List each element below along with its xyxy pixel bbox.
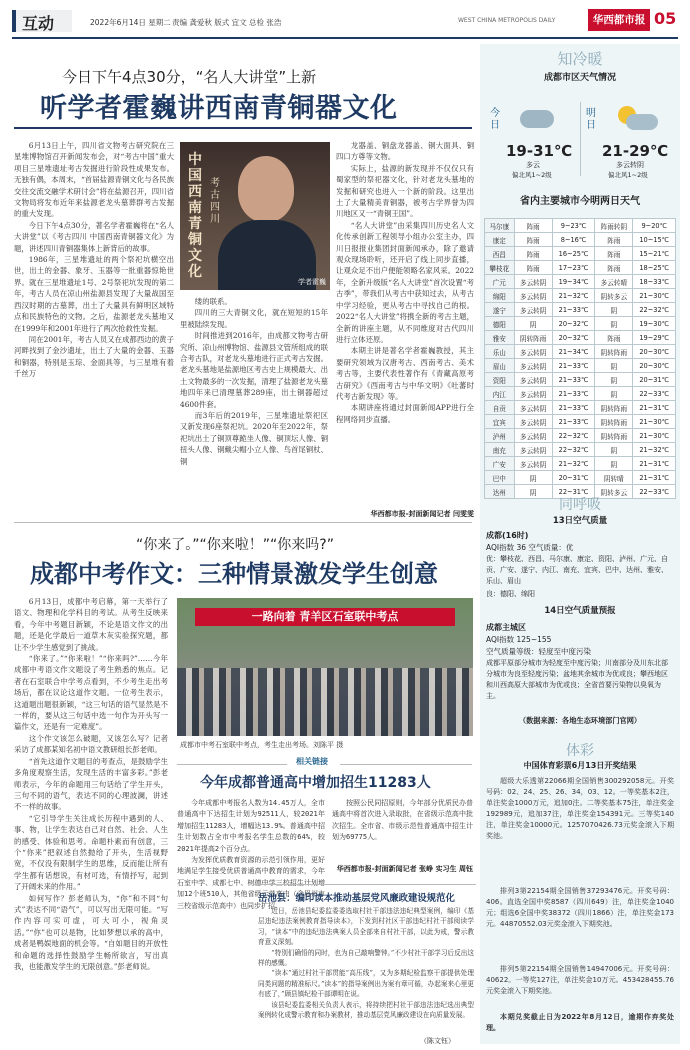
city-weather-row bbox=[485, 457, 676, 471]
city-name-cell: 南充 bbox=[485, 443, 515, 457]
paragraph: 本期兑奖截止日为2022年8月12日，逾期作弃奖处理。 bbox=[486, 1013, 674, 1032]
weather-cell: 阵雨 bbox=[514, 233, 552, 247]
city-name-cell: 广安 bbox=[485, 457, 515, 471]
air-city: 成都(16时) bbox=[486, 531, 529, 540]
weather-cell: 9~20℃ bbox=[633, 219, 676, 233]
forecast-text: 成都平原部分城市为轻度至中度污染；川南部分及川东北部分城市为良至轻度污染；盆地其余城市为优或良；攀西地区和川西高原大部城市为优或良；全省首要污染物以臭氧为主。 bbox=[486, 659, 668, 700]
city-weather-row bbox=[485, 331, 676, 345]
weather-cell: 8~16℃ bbox=[552, 233, 595, 247]
city-name-cell: 遂宁 bbox=[485, 303, 515, 317]
paragraph: “特别们确悟的同时，也为自己敲响警钟。”不少村社干部学习后反出这样的感慨。 bbox=[258, 948, 474, 968]
air-section-title: 同呼吸 bbox=[559, 497, 601, 513]
weather-cell: 多云转阴 bbox=[514, 429, 552, 443]
photo-vertical-text-2: 考古四川 bbox=[210, 178, 220, 225]
city-name-cell: 德阳 bbox=[485, 317, 515, 331]
paragraph: 这个作文该怎么破题，又该怎么写？记者采访了成都某知名初中语文教研组长彭老师。 bbox=[14, 733, 168, 755]
city-name-cell: 眉山 bbox=[485, 359, 515, 373]
section-label: 互动 bbox=[22, 14, 55, 33]
weather-cell: 阴转多云 bbox=[595, 485, 633, 499]
weather-cell: 阴 bbox=[595, 457, 633, 471]
paragraph: 本期主讲是著名学者霍巍教授，其主要研究领域为汉唐考古、西南考古、美术考古等，主要代表性著作有《青藏高原考古研究》《西南考古与中华文明》《吐蕃时代考古新发现》等。 bbox=[336, 346, 474, 401]
weather-cell: 20~30℃ bbox=[633, 359, 676, 373]
weather-cell: 多云转阴 bbox=[514, 289, 552, 303]
weather-today-wind: 偏北风1~2级 bbox=[512, 171, 552, 179]
paragraph: “读本”通过村社干部贯能“高压线”，又为多期纪检监察干部提供处理同类问题的精准标尺。”读本”的指导案例出为案有章可循，办起案来心里更有底了，”顾县镇纪检干部谭明在说。 bbox=[258, 969, 474, 999]
city-weather-row bbox=[485, 247, 676, 261]
photo-portrait bbox=[238, 156, 294, 222]
paragraph: 今年成都中考报名人数为14.45万人，全市普通高中下达招生计划为92511人，较2021年增加招生11283人，增幅达13.9%。普通高中招生计划数占全市中考报名学生总数的64%，较2021年提高2个百分点。 bbox=[177, 799, 325, 853]
city-name-cell: 宜宾 bbox=[485, 415, 515, 429]
weather-cell: 阴转晴 bbox=[595, 471, 633, 485]
air-aqi: AQI指数 36 空气质量：优 bbox=[486, 543, 574, 552]
weather-cell: 20~30℃ bbox=[633, 345, 676, 359]
city-weather-row bbox=[485, 345, 676, 359]
weather-cell: 20~31℃ bbox=[552, 471, 595, 485]
paragraph: 6月13日，成都中考启幕，第一天举行了语文、物理和化学科目的考试。从考生反映来看，今年中考题目新颖，不论是语文作文的出题，还是化学最后一道草木灰实验探究题，都让不少学生感觉到了挑战。 bbox=[14, 597, 168, 652]
forecast-source: （数据来源：各地生态环境部门官网） bbox=[518, 716, 642, 725]
weather-cell: 9~23℃ bbox=[552, 219, 595, 233]
weather-cell: 阴转多云 bbox=[595, 289, 633, 303]
exam-photo-caption: 成都市中考石室联中考点，考生走出考场。刘陈平 摄 bbox=[180, 741, 344, 749]
weather-cell: 阴 bbox=[514, 471, 552, 485]
weather-cell: 阴转阵雨 bbox=[595, 401, 633, 415]
weather-cell: 19~34℃ bbox=[552, 275, 595, 289]
city-weather-row bbox=[485, 471, 676, 485]
city-name-cell: 攀枝花 bbox=[485, 261, 515, 275]
weather-cell: 21~34℃ bbox=[552, 345, 595, 359]
article1-kicker: 今日下午4点30分，“名人大讲堂”上新 bbox=[62, 68, 317, 86]
city-weather-row bbox=[485, 275, 676, 289]
city-weather-row bbox=[485, 429, 676, 443]
city-weather-row bbox=[485, 359, 676, 373]
paragraph: 龙器盖、铜盘龙器盖、铜大面具、铜四口方尊等文物。 bbox=[336, 141, 474, 162]
weather-cell: 阵雨 bbox=[514, 247, 552, 261]
weather-subtitle: 成都市区天气情况 bbox=[543, 73, 616, 83]
city-weather-row bbox=[485, 401, 676, 415]
weather-cell: 多云转阴 bbox=[514, 275, 552, 289]
paragraph: 同在2001年，考古人员又在成都西边的黄子河畔找到了金沙遗址，出土了大量的金器、玉器和铜器，特别是玉琮、金面具等，与三星堆有着千丝万 bbox=[14, 334, 174, 379]
cities-table-wrap bbox=[484, 218, 676, 499]
city-name-cell: 乐山 bbox=[485, 345, 515, 359]
weather-cell: 阴 bbox=[595, 443, 633, 457]
paragraph: 6月13日上午，四川省文物考古研究院在三星堆博物馆召开新闻发布会，对“考古中国”重大项目三星堆遗址考古发掘进行阶段性成果发布。无独有偶，本周末，“首届盐源青铜文化与各民族交往交流交融学术研讨会”将在盐源召开，四川省文物局将发布近年来盐源老龙头墓葬群考古发掘的重大发现。 bbox=[14, 141, 174, 219]
lottery-subtitle: 中国体育彩票6月13日开奖结果 bbox=[523, 761, 637, 770]
lottery-result-2 bbox=[486, 886, 674, 962]
paragraph: 该县纪委监委相关负责人表示，将持续把村社干部违法违纪选出典型案例转化成警示教育和办案教材，推动基层党风廉政建设在向质量发展。 bbox=[258, 1000, 474, 1020]
paragraph: “你来了。”“你来啦！”“你来吗?”……今年成都中考语文作文题设了考生熟悉的焦点。记者在石室联合中学考点看到，不少考生走出考场后，都在议论这道作文题。一位考生表示，这道题出题很新颖，“这三句话的语气显然是不一样的，要从这三句话中选一句作为开头写一篇作文，还是有一定难度”。 bbox=[14, 654, 168, 732]
weather-cell: 15~21℃ bbox=[633, 247, 676, 261]
article2-headline: 成都中考作文：三种情景激发学生创意 bbox=[30, 560, 438, 588]
article1-byline: 华西都市报-封面新闻记者 闫雯雯 bbox=[370, 510, 474, 518]
weather-cell: 17~23℃ bbox=[552, 261, 595, 275]
weather-cell: 20~32℃ bbox=[552, 317, 595, 331]
weather-tomorrow-condition: 多云转阴 bbox=[616, 161, 644, 169]
paragraph: “首先这道作文题目的考查点，是鼓励学生多角度观察生活，发现生活的丰富多彩。”彭老师表示，今年的命题用三句话给了学生开头，三句不同的语气，表达不同的心理波澜，讲述不一样的故事。 bbox=[14, 756, 168, 812]
weather-cell: 22~32℃ bbox=[633, 303, 676, 317]
city-weather-row bbox=[485, 415, 676, 429]
weather-cell: 21~33℃ bbox=[552, 387, 595, 401]
weather-cell: 阴 bbox=[514, 317, 552, 331]
article1-headline: 听学者霍巍讲西南青铜器文化 bbox=[40, 93, 398, 124]
city-weather-row bbox=[485, 387, 676, 401]
weather-cell: 阵雨 bbox=[514, 219, 552, 233]
page-header bbox=[0, 0, 690, 40]
paragraph: 时间推进到2016年，由成都文物考古研究所、凉山州博物馆、盐源县文管所组成的联合考古队，对老龙头墓地进行正式考古发掘。老龙头墓地是盐源地区考古史上规模最大、出土文物最多的一次发掘，清理了盐源老龙头墓地四年来已清理墓葬289座，出土铜器超过4600件套。 bbox=[180, 331, 328, 409]
city-name-cell: 巴中 bbox=[485, 471, 515, 485]
weather-cell: 22~33℃ bbox=[633, 485, 676, 499]
city-name-cell: 广元 bbox=[485, 275, 515, 289]
tomorrow-label: 明日 bbox=[586, 108, 596, 131]
weather-cell: 多云转晴 bbox=[595, 275, 633, 289]
paragraph: 按照公民同招原则，今年部分优质民办普通高中将首次进入录取批，在省级示范高中批次招生。全市省、市级示范性普通高中招生计划为69775人。 bbox=[332, 799, 473, 842]
weather-cell: 阵雨 bbox=[595, 261, 633, 275]
city-name-cell: 绵阳 bbox=[485, 289, 515, 303]
weather-cell: 阴转阵雨 bbox=[595, 429, 633, 443]
exam-photo bbox=[177, 598, 473, 736]
article3-body bbox=[258, 906, 474, 1034]
city-name-cell: 雅安 bbox=[485, 331, 515, 345]
weather-cell: 18~25℃ bbox=[633, 261, 676, 275]
cities-table-title: 省内主要城市今明两日天气 bbox=[520, 196, 640, 207]
paragraph: 1986年，三星堆遗址的两个祭祀坑横空出世，出土的金器、象牙、玉器等一批重器惊艳世界。就在三星堆遗址1号、2号祭祀坑发现的第二年，考古人员在凉山州盐源县发现了大量战国至西汉时期的古墓葬，出土了大量具有鲜明区域特点和民族特色的文物。之后，盐源老龙头墓地又在1999年和2001年进行了两次抢救性发掘。 bbox=[14, 255, 174, 333]
air-fine-cities: 良：德阳、绵阳 bbox=[486, 590, 535, 598]
page-number: 05 bbox=[654, 9, 677, 28]
weather-cell: 21~32℃ bbox=[633, 443, 676, 457]
weather-tomorrow bbox=[586, 84, 676, 180]
section-divider bbox=[14, 522, 472, 523]
city-name-cell: 康定 bbox=[485, 233, 515, 247]
weather-cell: 多云转阴 bbox=[514, 443, 552, 457]
lottery-result-1 bbox=[486, 776, 674, 884]
forecast-city: 成都主城区 bbox=[486, 623, 526, 632]
weather-cell: 21~33℃ bbox=[552, 415, 595, 429]
weather-cell: 多云转阴 bbox=[514, 359, 552, 373]
article2-column-1 bbox=[14, 596, 168, 1036]
related-link-rule bbox=[177, 764, 287, 765]
weather-cell: 阴 bbox=[595, 303, 633, 317]
related-link-rule bbox=[340, 764, 472, 765]
paragraph: 为发挥优质教育资源的示范引领作用，更好地满足学生接受优质普通高中教育的需求，今年石室中学、成都七中、树德中学三校招生计划增加12个班510人，其他省级示范高中（含眉州市三校省级示范高中）也同步扩招。 bbox=[177, 856, 325, 910]
city-weather-row bbox=[485, 261, 676, 275]
weather-cell: 21~30℃ bbox=[633, 429, 676, 443]
forecast-level: 空气质量等级：轻度至中度污染 bbox=[486, 647, 591, 656]
article3-byline: （陈文钰） bbox=[420, 1037, 455, 1045]
weather-cell: 多云转阴 bbox=[514, 415, 552, 429]
sub-headline: 今年成都普通高中增加招生11283人 bbox=[200, 775, 431, 791]
forecast-subtitle: 14日空气质量预报 bbox=[544, 606, 616, 616]
weather-cell: 阴 bbox=[595, 387, 633, 401]
weather-cell: 阵雨 bbox=[514, 261, 552, 275]
weather-cell: 20~31℃ bbox=[633, 373, 676, 387]
city-weather-row bbox=[485, 303, 676, 317]
weather-today bbox=[490, 84, 576, 180]
weather-cell: 阴转阵雨 bbox=[595, 345, 633, 359]
weather-cell: 阵雨 bbox=[595, 247, 633, 261]
headline-rule bbox=[14, 127, 472, 129]
article1-column-1 bbox=[14, 140, 174, 516]
header-date: 2022年6月14日 星期二 bbox=[90, 18, 171, 27]
weather-cell: 21~31℃ bbox=[633, 401, 676, 415]
paragraph: 今日下午4点30分，著名学者霍巍将在“名人大讲堂”以《考古四川 中国西南青铜器文化》为题，讲述四川青铜器集体上新背后的故事。 bbox=[14, 220, 174, 253]
cities-weather-table bbox=[484, 218, 676, 499]
weather-cell: 22~32℃ bbox=[552, 429, 595, 443]
weather-divider bbox=[580, 102, 581, 176]
paragraph: 四川的三大青铜文化，就在短短的15年里被陆续发现。 bbox=[180, 308, 328, 329]
city-name-cell: 泸州 bbox=[485, 429, 515, 443]
city-weather-row bbox=[485, 289, 676, 303]
photo-caption: 学者霍巍 bbox=[298, 278, 326, 286]
paragraph: 本期讲座将通过封面新闻APP进行全程网络同步直播。 bbox=[336, 403, 474, 424]
weather-cell: 阵雨 bbox=[595, 233, 633, 247]
city-weather-row bbox=[485, 317, 676, 331]
paragraph: “名人大讲堂”由采集四川历史名人文化传承创新工程领导小组办公室主办，四川日报报业集团封面新闻承办，除了邀请观众现场聆听，还开启了线上同步直播，让观众足不出户便能领略名家风采。2022年，全新升级版“名人大讲堂”首次设置“考古季”，带我们从考古中获知过去，从考古中学习经验，更从考古中寻找自己的根。2022“名人大讲堂”将携全新的考古主题，全新的讲座主题，从不同维度对古代四川进行立体还原。 bbox=[336, 220, 474, 344]
photo-banner: 一路向着 青羊区石室联中考点 bbox=[195, 608, 455, 626]
weather-cell: 阴 bbox=[595, 373, 633, 387]
weather-cell: 21~30℃ bbox=[633, 415, 676, 429]
paragraph: 而3年后的2019年，三星堆遗址祭祀区又新发现6座祭祀坑。2020年至2022年，祭祀坑出土了铜顶尊跪坐人像、铜顶坛人像、铜扭头人像、铜戴尖帽小立人像、鸟首尾铜杖、铜 bbox=[180, 411, 328, 466]
weather-cell: 10~15℃ bbox=[633, 233, 676, 247]
weather-cell: 19~29℃ bbox=[633, 331, 676, 345]
weather-cell: 多云转阴 bbox=[514, 387, 552, 401]
weather-cell: 16~25℃ bbox=[552, 247, 595, 261]
paragraph: 缕的联系。 bbox=[194, 297, 232, 306]
cloudy-icon bbox=[520, 110, 554, 128]
weather-cell: 18~33℃ bbox=[633, 275, 676, 289]
header-editors: 责编 龚爱秋 版式 宜文 总检 张浩 bbox=[172, 18, 282, 27]
weather-cell: 阵雨 bbox=[595, 331, 633, 345]
city-name-cell: 马尔康 bbox=[485, 219, 515, 233]
partly-sunny-icon-cloud bbox=[626, 114, 658, 130]
weather-cell: 21~33℃ bbox=[552, 359, 595, 373]
weather-cell: 阴转阵雨 bbox=[514, 331, 552, 345]
paragraph: “它引导学生关注成长历程中遇到的人、事、物，让学生表达自己对自然、社会、人生的感受、体验和思考。命题朴素而有创意，三个“你来”把叙述自然抛给了开头，生活视野宽，不仅没有限制学生的思维，反而能让所有学生都有话想说，有材可选，有情抒写，起到了开阔未来的作用。” bbox=[14, 813, 168, 892]
weather-cell: 阴转阵雨 bbox=[595, 415, 633, 429]
weather-tomorrow-wind: 偏北风1~2级 bbox=[608, 171, 648, 179]
paragraph: 超级大乐透第22066期全国销售300292058元。开奖号码：02、24、25、26、34，03、12。一等奖基本2注，单注奖金1000万元，追加0注。二等奖基本75注，单注奖金192989元，追加37注，单注奖金154391元。三等奖140注，单注奖金10000元。1257070426.73元奖金滚入下期奖池。 bbox=[486, 777, 674, 840]
air-subtitle: 13日空气质量 bbox=[552, 516, 608, 526]
weather-cell: 21~31℃ bbox=[633, 471, 676, 485]
weather-cell: 22~32℃ bbox=[552, 443, 595, 457]
weather-cell: 多云转阴 bbox=[514, 345, 552, 359]
paragraph: 排列3第22154期全国销售37293476元。开奖号码：406。直选全国中奖8587（四川649）注，单注奖金1040元；组选6全国中奖38372（四川1866）注，单注奖金173元。44870552.03元奖金滚入下期奖池。 bbox=[486, 887, 674, 928]
city-name-cell: 达州 bbox=[485, 485, 515, 499]
air-good-cities: 优：攀枝花、西昌、马尔康、康定、资阳、泸州、广元、自贡、广安、遂宁、内江、南充、宜宾、巴中、达州、雅安、乐山、眉山 bbox=[486, 555, 668, 585]
weather-cell: 21~31℃ bbox=[633, 457, 676, 471]
header-rule bbox=[12, 37, 678, 39]
weather-cell: 19~30℃ bbox=[633, 317, 676, 331]
weather-cell: 21~33℃ bbox=[552, 401, 595, 415]
weather-cell: 阴 bbox=[514, 485, 552, 499]
sub-article-column-2 bbox=[332, 798, 473, 862]
city-name-cell: 西昌 bbox=[485, 247, 515, 261]
weather-cell: 22~31℃ bbox=[552, 485, 595, 499]
paragraph: 近日，岳池县纪委监委委选取村社干部违法违纪典型案例，编印《基层违纪违法案例教育指导读本》，下发到村社区干部违纪村社干部阅读学习，“读本”中的违纪违法典案人员全部来自村社干部，以此为戒，警示教育意义深刻。 bbox=[258, 907, 474, 947]
paragraph: 实际上，盐源的新发现并不仅仅只有蜀家型的祭祀器文化，针对老龙头墓地的发掘和研究也进入一个新的阶段。这里出土了大量精美青铜器，被考古学界誉为四川地区又一“青铜王国”。 bbox=[336, 163, 474, 219]
paper-logo: 华西都市报 bbox=[588, 9, 650, 31]
city-weather-row bbox=[485, 219, 676, 233]
weather-tomorrow-temp: 21-29℃ bbox=[602, 142, 669, 160]
article3-headline: 岳池县：编印读本推动基层党风廉政建设规范化 bbox=[258, 893, 455, 904]
weather-cell: 阴 bbox=[595, 317, 633, 331]
article2-kicker: “你来了。”“你来啦！”“你来吗?” bbox=[136, 537, 334, 553]
related-link-label: 相关链接 bbox=[296, 757, 328, 766]
weather-section-title: 知冷暖 bbox=[557, 50, 603, 68]
weather-cell: 22~33℃ bbox=[633, 387, 676, 401]
article1-column-3 bbox=[336, 140, 474, 508]
article1-column-2 bbox=[180, 296, 328, 516]
city-name-cell: 资阳 bbox=[485, 373, 515, 387]
paper-english-name: WEST CHINA METROPOLIS DAILY bbox=[458, 17, 556, 24]
lottery-result-3 bbox=[486, 964, 674, 1008]
city-name-cell: 自贡 bbox=[485, 401, 515, 415]
weather-today-condition: 多云 bbox=[526, 161, 540, 169]
weather-cell: 21~30℃ bbox=[633, 289, 676, 303]
weather-cell: 21~32℃ bbox=[552, 289, 595, 303]
sub-article-byline: 华西都市报-封面新闻记者 张峥 实习生 周钰 bbox=[336, 865, 473, 873]
weather-cell: 多云转阴 bbox=[514, 303, 552, 317]
paragraph: 如何写作？彭老师认为，“你”和不同“句式”表达不同“语气”，可以写出无限可能。“写作内容可实可虚，可大可小，视角灵活。”“你”也可以是物，比如梦想以承的高中，成者是鸭娱地面的机会等。“自如题目的开放性和命题的选择性鼓励学生畅所欲言，写出真我，也能激发学生的无限创意。”彭老师说。 bbox=[14, 893, 168, 971]
sidebar bbox=[480, 44, 680, 1044]
weather-today-temp: 19-31℃ bbox=[506, 142, 573, 160]
weather-cell: 21~32℃ bbox=[552, 457, 595, 471]
weather-cell: 多云转阴 bbox=[514, 373, 552, 387]
city-weather-row bbox=[485, 443, 676, 457]
today-label: 今日 bbox=[490, 108, 500, 131]
lottery-section-title: 体彩 bbox=[566, 743, 594, 759]
lottery-note bbox=[486, 1012, 674, 1038]
weather-cell: 21~33℃ bbox=[552, 373, 595, 387]
weather-cell: 多云转阴 bbox=[514, 401, 552, 415]
weather-cell: 阵雨转阴 bbox=[595, 219, 633, 233]
city-weather-row bbox=[485, 233, 676, 247]
forecast-aqi: AQI指数 125~155 bbox=[486, 635, 552, 644]
weather-cell: 阴 bbox=[595, 359, 633, 373]
city-weather-row bbox=[485, 373, 676, 387]
weather-cell: 多云转阴 bbox=[514, 457, 552, 471]
scholar-photo bbox=[180, 142, 330, 290]
paragraph: 排列5第22154期全国销售14947006元。开奖号码：40622。一等奖127注，单注奖金10万元。453428455.76元奖金滚入下期奖池。 bbox=[486, 965, 674, 995]
photo-crowd bbox=[177, 668, 473, 736]
city-name-cell: 内江 bbox=[485, 387, 515, 401]
weather-cell: 21~33℃ bbox=[552, 303, 595, 317]
weather-cell: 20~32℃ bbox=[552, 331, 595, 345]
photo-vertical-text-1: 中国西南青铜文化 bbox=[188, 152, 202, 280]
